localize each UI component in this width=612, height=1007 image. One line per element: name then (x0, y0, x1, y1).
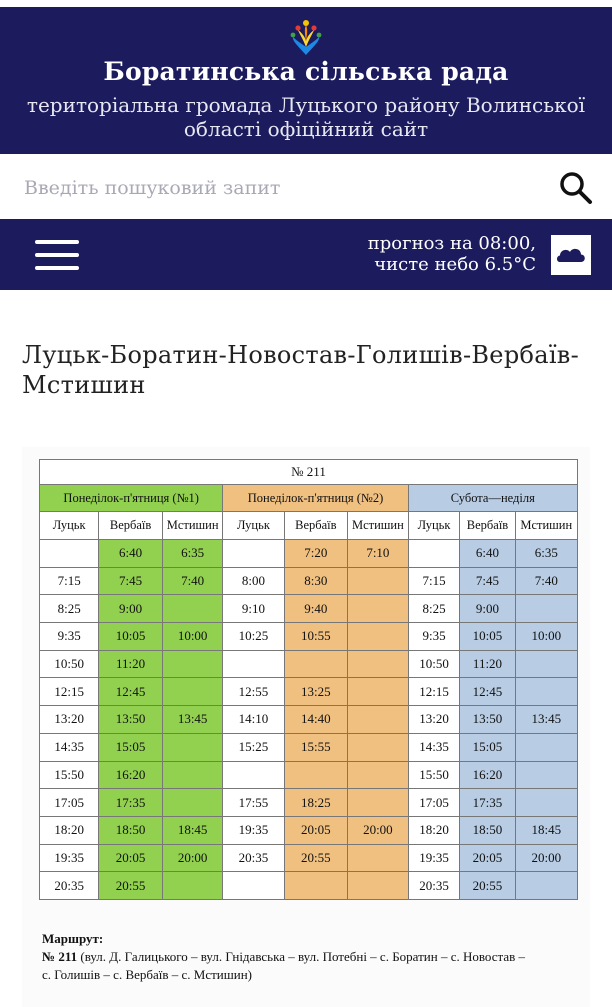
time-cell: 12:55 (223, 678, 284, 706)
time-cell: 13:45 (162, 706, 222, 734)
time-cell (284, 650, 348, 678)
weather-line2: чисте небо 6.5°C (374, 254, 536, 275)
time-cell: 13:20 (40, 706, 99, 734)
time-cell: 11:20 (99, 650, 163, 678)
time-cell: 6:40 (99, 540, 163, 568)
schedule-table (39, 459, 578, 900)
time-cell: 17:55 (223, 789, 284, 817)
time-cell: 17:35 (460, 789, 515, 817)
route-number-cell: № 211 (40, 460, 578, 485)
time-cell (223, 761, 284, 789)
time-cell (284, 761, 348, 789)
time-cell: 9:10 (223, 595, 284, 623)
time-cell (348, 678, 408, 706)
time-cell (348, 706, 408, 734)
time-cell: 20:55 (284, 844, 348, 872)
time-cell (162, 650, 222, 678)
route-description (42, 930, 582, 984)
time-cell (408, 540, 460, 568)
search-input[interactable] (22, 170, 526, 206)
time-cell: 12:45 (460, 678, 515, 706)
time-cell (348, 567, 408, 595)
time-cell: 12:15 (40, 678, 99, 706)
table-row (40, 761, 578, 789)
time-cell: 7:15 (40, 567, 99, 595)
time-cell: 9:35 (40, 623, 99, 651)
column-header: Мстишин (162, 512, 222, 540)
page-title: Луцьк-Боратин-Новостав-Голишів-Вербаїв-Мстишин (22, 341, 580, 399)
table-row (40, 733, 578, 761)
time-cell: 18:25 (284, 789, 348, 817)
time-cell: 10:50 (408, 650, 460, 678)
column-header: Мстишин (515, 512, 577, 540)
time-cell: 12:15 (408, 678, 460, 706)
time-cell: 14:35 (408, 733, 460, 761)
top-border (0, 0, 612, 7)
time-cell (284, 872, 348, 900)
route-text-line2: с. Голишів – с. Вербаїв – с. Мстишин) (42, 967, 253, 982)
time-cell: 10:00 (515, 623, 577, 651)
time-cell: 10:05 (460, 623, 515, 651)
time-cell: 17:05 (40, 789, 99, 817)
table-row (40, 623, 578, 651)
time-cell: 6:35 (515, 540, 577, 568)
time-cell: 13:25 (284, 678, 348, 706)
time-cell (162, 595, 222, 623)
time-cell (162, 872, 222, 900)
column-header: Вербаїв (460, 512, 515, 540)
time-cell: 16:20 (99, 761, 163, 789)
time-cell: 9:00 (460, 595, 515, 623)
time-cell: 12:45 (99, 678, 163, 706)
time-cell (348, 595, 408, 623)
time-cell: 15:55 (284, 733, 348, 761)
hamburger-menu-icon[interactable] (35, 238, 79, 272)
time-cell: 20:55 (99, 872, 163, 900)
route-text-line1: (вул. Д. Галицького – вул. Гнідавська – вул. Потебні – с. Боратин – с. Новостав – (77, 949, 525, 964)
table-row (40, 540, 578, 568)
time-cell: 15:25 (223, 733, 284, 761)
time-cell (162, 789, 222, 817)
table-row (40, 872, 578, 900)
community-logo-icon[interactable] (289, 17, 323, 57)
time-cell: 19:35 (40, 844, 99, 872)
search-bar (0, 154, 612, 219)
time-cell (515, 733, 577, 761)
time-cell: 18:50 (460, 816, 515, 844)
time-cell: 15:05 (460, 733, 515, 761)
time-cell: 14:40 (284, 706, 348, 734)
time-cell: 17:35 (99, 789, 163, 817)
time-cell: 17:05 (408, 789, 460, 817)
table-row (40, 816, 578, 844)
time-cell (223, 872, 284, 900)
time-cell: 13:20 (408, 706, 460, 734)
time-cell: 10:00 (162, 623, 222, 651)
time-cell: 15:50 (408, 761, 460, 789)
time-cell: 8:30 (284, 567, 348, 595)
time-cell: 18:45 (162, 816, 222, 844)
time-cell: 10:55 (284, 623, 348, 651)
time-cell: 20:55 (460, 872, 515, 900)
time-cell (515, 761, 577, 789)
time-cell: 10:05 (99, 623, 163, 651)
time-cell: 8:25 (40, 595, 99, 623)
time-cell: 20:00 (515, 844, 577, 872)
group-header-weekend: Субота—неділя (408, 485, 577, 512)
table-title-row (40, 460, 578, 485)
time-cell: 14:10 (223, 706, 284, 734)
time-cell: 18:20 (408, 816, 460, 844)
time-cell (348, 789, 408, 817)
table-row (40, 650, 578, 678)
time-cell: 20:05 (99, 844, 163, 872)
time-cell: 20:05 (460, 844, 515, 872)
time-cell: 8:00 (223, 567, 284, 595)
time-cell (223, 650, 284, 678)
time-cell: 10:50 (40, 650, 99, 678)
schedule-body (40, 540, 578, 900)
cloud-icon (551, 235, 591, 275)
group-header-weekday-1: Понеділок-п'ятниця (№1) (40, 485, 223, 512)
time-cell: 6:35 (162, 540, 222, 568)
time-cell (162, 678, 222, 706)
table-row (40, 706, 578, 734)
time-cell: 13:45 (515, 706, 577, 734)
site-header (0, 7, 612, 154)
time-cell: 6:40 (460, 540, 515, 568)
time-cell (40, 540, 99, 568)
column-header: Луцьк (40, 512, 99, 540)
time-cell: 16:20 (460, 761, 515, 789)
time-cell: 20:00 (162, 844, 222, 872)
table-row (40, 844, 578, 872)
time-cell: 13:50 (99, 706, 163, 734)
time-cell: 19:35 (223, 816, 284, 844)
time-cell: 7:20 (284, 540, 348, 568)
column-header-row (40, 512, 578, 540)
time-cell (348, 733, 408, 761)
time-cell: 18:45 (515, 816, 577, 844)
time-cell: 18:50 (99, 816, 163, 844)
table-row (40, 595, 578, 623)
time-cell: 13:50 (460, 706, 515, 734)
time-cell (348, 650, 408, 678)
column-header: Вербаїв (99, 512, 163, 540)
time-cell (162, 733, 222, 761)
time-cell: 9:40 (284, 595, 348, 623)
time-cell: 15:05 (99, 733, 163, 761)
time-cell: 20:00 (348, 816, 408, 844)
weather-line1: прогноз на 08:00, (367, 233, 536, 254)
time-cell: 10:25 (223, 623, 284, 651)
time-cell: 9:35 (408, 623, 460, 651)
time-cell: 7:40 (162, 567, 222, 595)
group-header-weekday-2: Понеділок-п'ятниця (№2) (223, 485, 408, 512)
route-number: № 211 (42, 949, 78, 964)
time-cell (515, 872, 577, 900)
site-subtitle (20, 93, 592, 141)
time-cell: 9:00 (99, 595, 163, 623)
table-row (40, 789, 578, 817)
weather-widget (368, 233, 536, 275)
group-header-row (40, 485, 578, 512)
time-cell: 20:35 (223, 844, 284, 872)
time-cell (223, 540, 284, 568)
time-cell (348, 623, 408, 651)
time-cell (162, 761, 222, 789)
time-cell (515, 789, 577, 817)
time-cell: 7:45 (99, 567, 163, 595)
site-subtitle-line1: територіальна громада Луцького району Волинської (26, 93, 586, 117)
time-cell (348, 844, 408, 872)
time-cell (348, 761, 408, 789)
column-header: Мстишин (348, 512, 408, 540)
time-cell: 7:40 (515, 567, 577, 595)
time-cell: 7:45 (460, 567, 515, 595)
time-cell (515, 678, 577, 706)
time-cell: 7:15 (408, 567, 460, 595)
time-cell: 18:20 (40, 816, 99, 844)
time-cell (515, 595, 577, 623)
time-cell: 15:50 (40, 761, 99, 789)
column-header: Луцьк (223, 512, 284, 540)
column-header: Вербаїв (284, 512, 348, 540)
column-header: Луцьк (408, 512, 460, 540)
route-label: Маршрут: (42, 931, 104, 946)
time-cell: 8:25 (408, 595, 460, 623)
time-cell: 20:35 (40, 872, 99, 900)
search-icon[interactable] (556, 168, 596, 208)
table-row (40, 567, 578, 595)
time-cell: 11:20 (460, 650, 515, 678)
time-cell: 19:35 (408, 844, 460, 872)
time-cell (348, 872, 408, 900)
time-cell: 14:35 (40, 733, 99, 761)
time-cell: 20:05 (284, 816, 348, 844)
time-cell: 20:35 (408, 872, 460, 900)
time-cell: 7:10 (348, 540, 408, 568)
site-title[interactable]: Боратинська сільська рада (103, 57, 509, 86)
table-row (40, 678, 578, 706)
site-subtitle-line2: області офіційний сайт (183, 117, 429, 141)
time-cell (515, 650, 577, 678)
